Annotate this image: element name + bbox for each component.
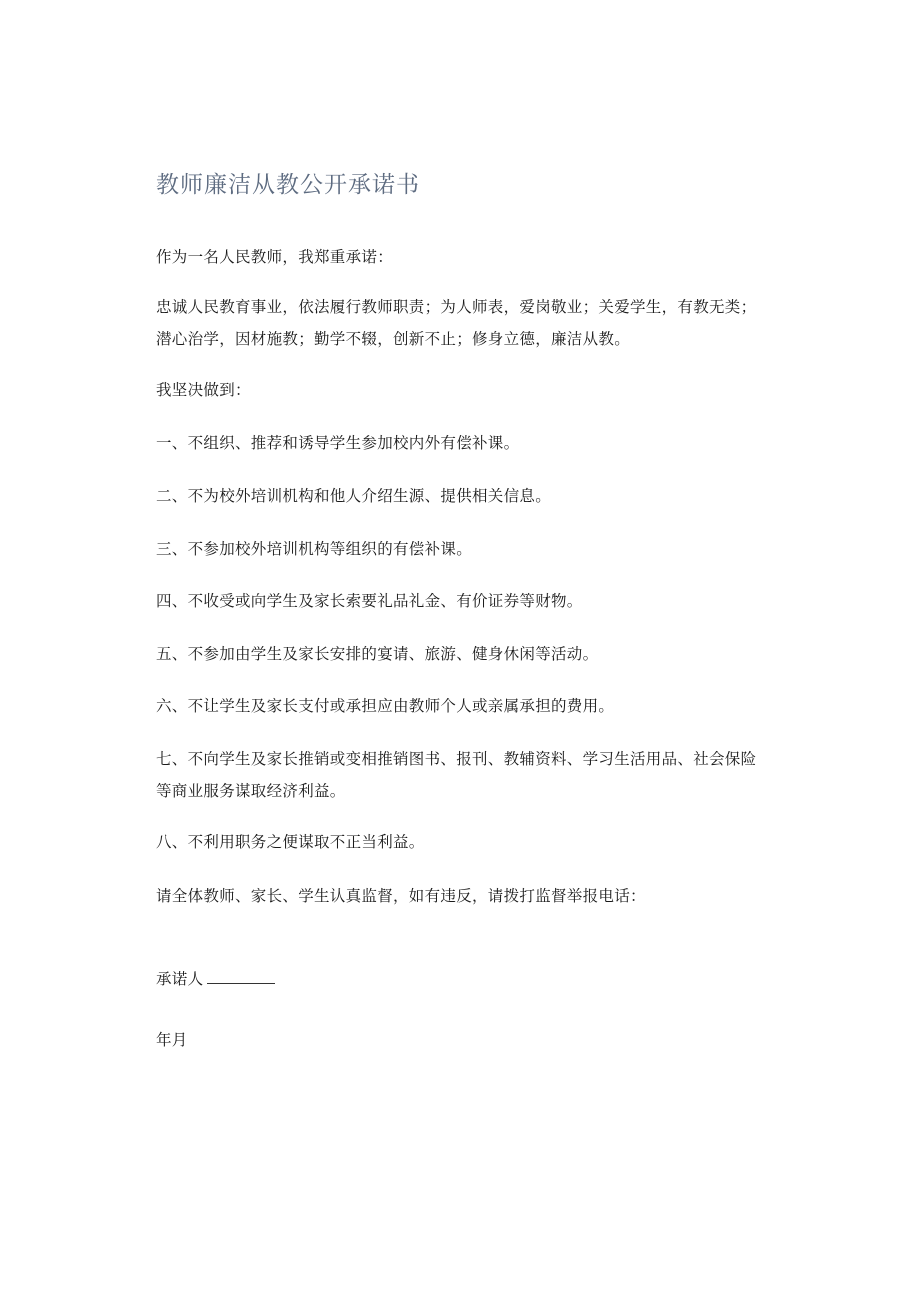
date-line: 年月 <box>156 1031 188 1049</box>
pledge-item-5: 五、不参加由学生及家长安排的宴请、旅游、健身休闲等活动。 <box>156 645 599 663</box>
intro-paragraph: 作为一名人民教师，我郑重承诺： <box>156 248 394 266</box>
pledge-item-7: 七、不向学生及家长推销或变相推销图书、报刊、教辅资料、学习生活用品、社会保险等商业服务谋取经济利益。 <box>156 750 757 800</box>
signature-blank <box>207 969 275 984</box>
pledge-item-3: 三、不参加校外培训机构等组织的有偿补课。 <box>156 540 473 558</box>
resolve-paragraph: 我坚决做到： <box>156 381 251 399</box>
pledge-paragraph: 忠诚人民教育事业，依法履行教师职责；为人师表，爱岗敬业；关爱学生，有教无类；潜心治学，因材施教；勤学不辍，创新不止；修身立德，廉洁从教。 <box>156 298 757 348</box>
signer-label: 承诺人 <box>156 970 204 988</box>
supervision-paragraph: 请全体教师、家长、学生认真监督，如有违反，请拨打监督举报电话： <box>156 887 646 905</box>
pledge-item-8: 八、不利用职务之便谋取不正当利益。 <box>156 833 425 851</box>
pledge-item-2: 二、不为校外培训机构和他人介绍生源、提供相关信息。 <box>156 487 552 505</box>
pledge-item-6: 六、不让学生及家长支付或承担应由教师个人或亲属承担的费用。 <box>156 697 615 715</box>
document-title: 教师廉洁从教公开承诺书 <box>156 172 420 198</box>
pledge-item-4: 四、不收受或向学生及家长索要礼品礼金、有价证券等财物。 <box>156 592 583 610</box>
signer-line <box>156 963 761 995</box>
pledge-item-1: 一、不组织、推荐和诱导学生参加校内外有偿补课。 <box>156 434 520 452</box>
